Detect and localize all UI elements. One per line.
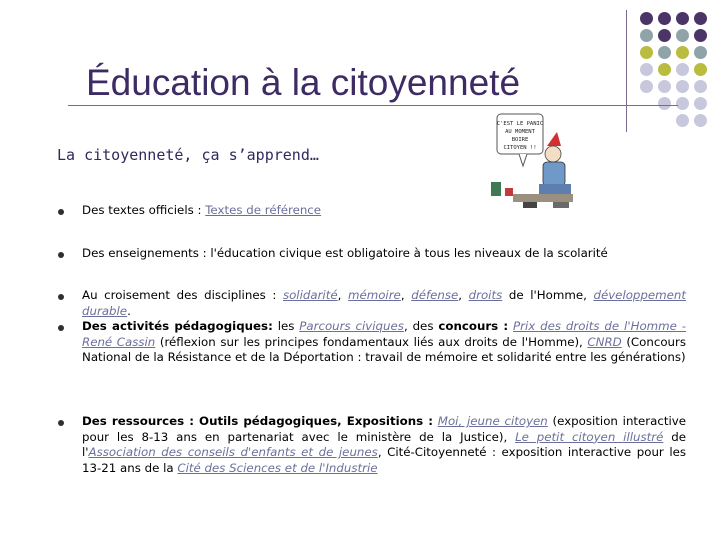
decorative-dot xyxy=(676,63,689,76)
link-solidarite[interactable]: solidarité xyxy=(282,288,338,302)
bullet-2 xyxy=(58,252,64,258)
decorative-dot xyxy=(658,97,671,110)
decorative-dot xyxy=(694,80,707,93)
item-text: (Concours National de la Résistance et de la Déportation : travail de mémoire et solidarité entre les générations) xyxy=(82,334,687,365)
decorative-dot xyxy=(694,12,707,25)
decorative-dot xyxy=(694,29,707,42)
link-prix-droits-homme[interactable]: Prix des droits de l'Homme - René Cassin xyxy=(82,319,687,349)
link-memoire[interactable]: mémoire xyxy=(347,288,401,302)
bullet-1 xyxy=(58,209,64,215)
decorative-dot xyxy=(658,46,671,59)
figure-body xyxy=(543,162,565,186)
green-bottle xyxy=(491,182,501,196)
list-item-disciplines: Au croisement des disciplines : solidarité, mémoire, défense, droits de l'Homme, développement durable. xyxy=(82,288,687,318)
decorative-dot xyxy=(640,63,653,76)
link-defense[interactable]: défense xyxy=(411,288,459,302)
decorative-dot xyxy=(694,97,707,110)
decorative-dot xyxy=(694,63,707,76)
item-text: , Cité-Citoyenneté : exposition interactive pour les 13-21 ans de la xyxy=(82,445,687,475)
list-item-enseignements xyxy=(82,246,686,262)
item-label: Au croisement des disciplines : xyxy=(82,288,277,302)
link-parcours-civiques[interactable]: Parcours civiques xyxy=(299,319,404,333)
slide-subtitle: La citoyenneté, ça s’apprend… xyxy=(57,146,319,164)
decorative-dot xyxy=(676,29,689,42)
decorative-dot xyxy=(676,114,689,127)
bullet-5 xyxy=(58,420,64,426)
list-item-ressources xyxy=(82,414,686,476)
slide-title: Éducation à la citoyenneté xyxy=(86,62,521,103)
item-label: Des activités pédagogiques: xyxy=(82,319,273,333)
decorative-dot xyxy=(640,46,653,59)
list-item-textes-officiels xyxy=(82,203,686,219)
item-text: , des xyxy=(403,319,434,333)
decorative-dot xyxy=(694,46,707,59)
item-text: de l' xyxy=(82,429,687,460)
item-text: (exposition interactive pour les 8-13 ans en partenariat avec le ministère de la Justice), xyxy=(82,414,687,444)
bullet-4 xyxy=(58,325,64,331)
item-text: (réflexion sur les principes fondamentaux liés aux droits de l'Homme), xyxy=(159,334,583,349)
decorative-dot xyxy=(640,80,653,93)
link-droits[interactable]: droits xyxy=(468,288,503,302)
decorative-dot xyxy=(640,29,653,42)
red-hat xyxy=(547,132,561,146)
item-label: Des enseignements : xyxy=(82,246,207,260)
item-label: Des textes officiels : xyxy=(82,203,202,217)
link-cite-sciences[interactable]: Cité des Sciences et de l'Industrie xyxy=(177,460,378,475)
item-text: les xyxy=(277,319,295,333)
title-underline xyxy=(68,105,678,106)
link-petit-citoyen-illustre[interactable]: Le petit citoyen illustré xyxy=(515,429,664,444)
link-association-conseils[interactable]: Association des conseils d'enfants et de jeunes xyxy=(88,445,378,460)
link-cnrd[interactable]: CNRD xyxy=(587,334,622,349)
decorative-dot xyxy=(694,114,707,127)
decorative-dot xyxy=(658,80,671,93)
item-label: Des ressources : Outils pédagogiques, Expositions : xyxy=(82,414,434,428)
item-text: de l'Homme, xyxy=(508,288,587,302)
item-text: l'éducation civique est obligatoire à tous les niveaux de la scolarité xyxy=(210,246,608,260)
decorative-dot xyxy=(676,80,689,93)
decorative-dot xyxy=(676,46,689,59)
item-text-end: . xyxy=(127,303,131,318)
decorative-dot xyxy=(658,29,671,42)
decorative-dot xyxy=(658,63,671,76)
vertical-divider xyxy=(626,10,627,132)
decorative-dot xyxy=(676,97,689,110)
list-item-activites xyxy=(82,319,686,366)
bullet-3 xyxy=(58,294,64,300)
decorative-dot xyxy=(676,12,689,25)
link-textes-reference[interactable]: Textes de référence xyxy=(205,203,322,217)
speech-bubble-text: C'EST LE PANIC AU MOMENT BOIRE CITOYEN !! xyxy=(496,121,544,151)
link-developpement-durable[interactable]: développement durable xyxy=(82,288,687,318)
link-moi-jeune-citoyen[interactable]: Moi, jeune citoyen xyxy=(437,414,548,428)
item-bold: concours : xyxy=(438,319,509,333)
decorative-dot xyxy=(640,12,653,25)
cartoon-illustration xyxy=(483,110,578,218)
decorative-dot xyxy=(658,12,671,25)
